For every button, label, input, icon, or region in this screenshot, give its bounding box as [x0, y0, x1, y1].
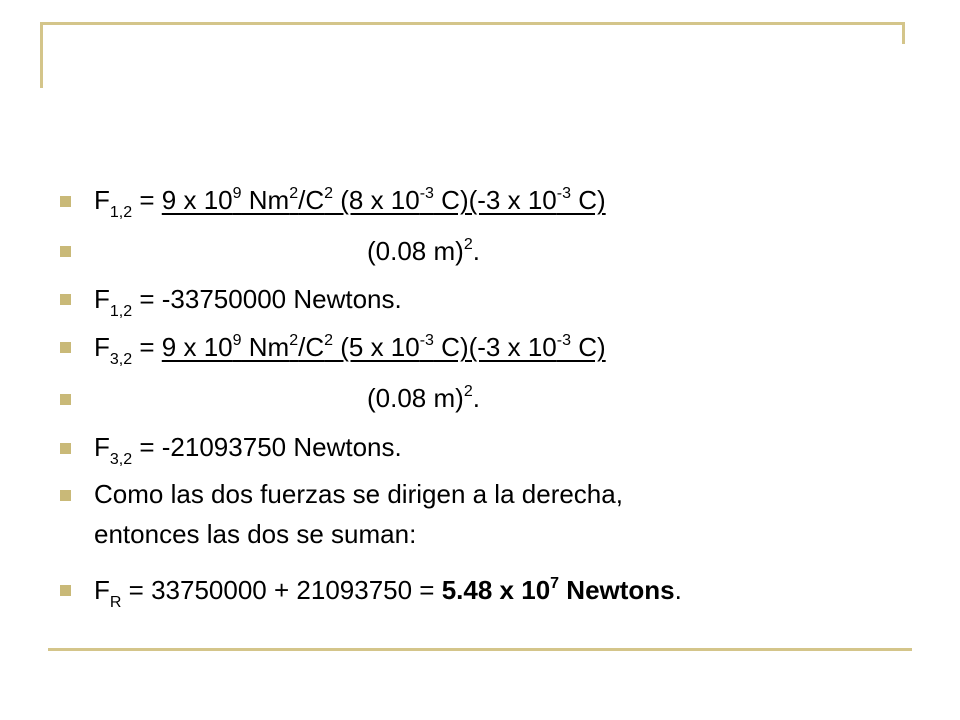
charge: C)(-3 x 10 [433, 332, 557, 362]
bullet-4 [60, 342, 71, 353]
exp: -3 [419, 185, 434, 202]
denominator: (0.08 m) [367, 383, 464, 413]
charge: C)(-3 x 10 [433, 185, 557, 215]
subscript: 1,2 [109, 303, 133, 320]
result-f12 [94, 283, 402, 320]
explanation-line-2 [94, 518, 416, 550]
final-result [94, 574, 682, 611]
equals: = [132, 332, 162, 362]
equals: = [132, 185, 162, 215]
charge: (8 x 10 [333, 185, 420, 215]
coef: 9 x 10 [161, 332, 233, 362]
exp: 9 [232, 185, 242, 202]
equation-f12-denominator [367, 235, 480, 272]
bullet-2 [60, 246, 71, 257]
result-f32 [94, 431, 402, 468]
subscript: 3,2 [109, 451, 133, 468]
top-rule [40, 22, 904, 25]
period: . [472, 236, 480, 266]
right-rule [902, 22, 905, 44]
left-rule [40, 22, 43, 88]
underlined-numerator [162, 332, 606, 362]
subscript: 1,2 [109, 204, 133, 221]
bullet-6 [60, 443, 71, 454]
exp: 2 [289, 185, 299, 202]
answer-unit: Newtons [559, 575, 675, 605]
exp: -3 [556, 332, 571, 349]
coef: 9 x 10 [161, 185, 233, 215]
bullet-8 [60, 585, 71, 596]
exp: 9 [232, 332, 242, 349]
unit: /C [298, 332, 325, 362]
symbol-f: F [94, 432, 110, 462]
equation-f32-denominator [367, 382, 480, 419]
exp: -3 [556, 185, 571, 202]
exp: 2 [324, 185, 333, 202]
exp: 2 [289, 332, 299, 349]
sum-text: = 33750000 + 21093750 = [121, 575, 442, 605]
result-text: = -33750000 Newtons. [132, 284, 402, 314]
exp: 2 [463, 236, 473, 253]
explanation-text: entonces las dos se suman: [94, 519, 417, 549]
charge: (5 x 10 [333, 332, 420, 362]
symbol-f: F [94, 332, 110, 362]
exp: 2 [463, 383, 473, 400]
period: . [472, 383, 480, 413]
period: . [674, 575, 682, 605]
explanation-text: Como las dos fuerzas se dirigen a la derecha, [94, 479, 623, 509]
subscript: R [109, 594, 122, 611]
exp: 2 [324, 332, 333, 349]
symbol-f: F [94, 575, 110, 605]
equation-f12-numerator [94, 184, 606, 221]
explanation-line-1 [94, 478, 623, 510]
answer-exp: 7 [550, 575, 560, 592]
result-text: = -21093750 Newtons. [132, 432, 402, 462]
equation-f32-numerator [94, 331, 606, 368]
answer-coef: 5.48 x 10 [441, 575, 551, 605]
unit: Nm [241, 185, 290, 215]
bottom-rule [48, 648, 912, 651]
bullet-1 [60, 196, 71, 207]
charge: C) [571, 185, 606, 215]
denominator: (0.08 m) [367, 236, 464, 266]
subscript: 3,2 [109, 351, 133, 368]
bullet-3 [60, 294, 71, 305]
underlined-numerator [162, 185, 606, 215]
exp: -3 [419, 332, 434, 349]
symbol-f: F [94, 284, 110, 314]
bullet-5 [60, 394, 71, 405]
unit: /C [298, 185, 325, 215]
symbol-f: F [94, 185, 110, 215]
bullet-7 [60, 490, 71, 501]
unit: Nm [241, 332, 290, 362]
charge: C) [571, 332, 606, 362]
